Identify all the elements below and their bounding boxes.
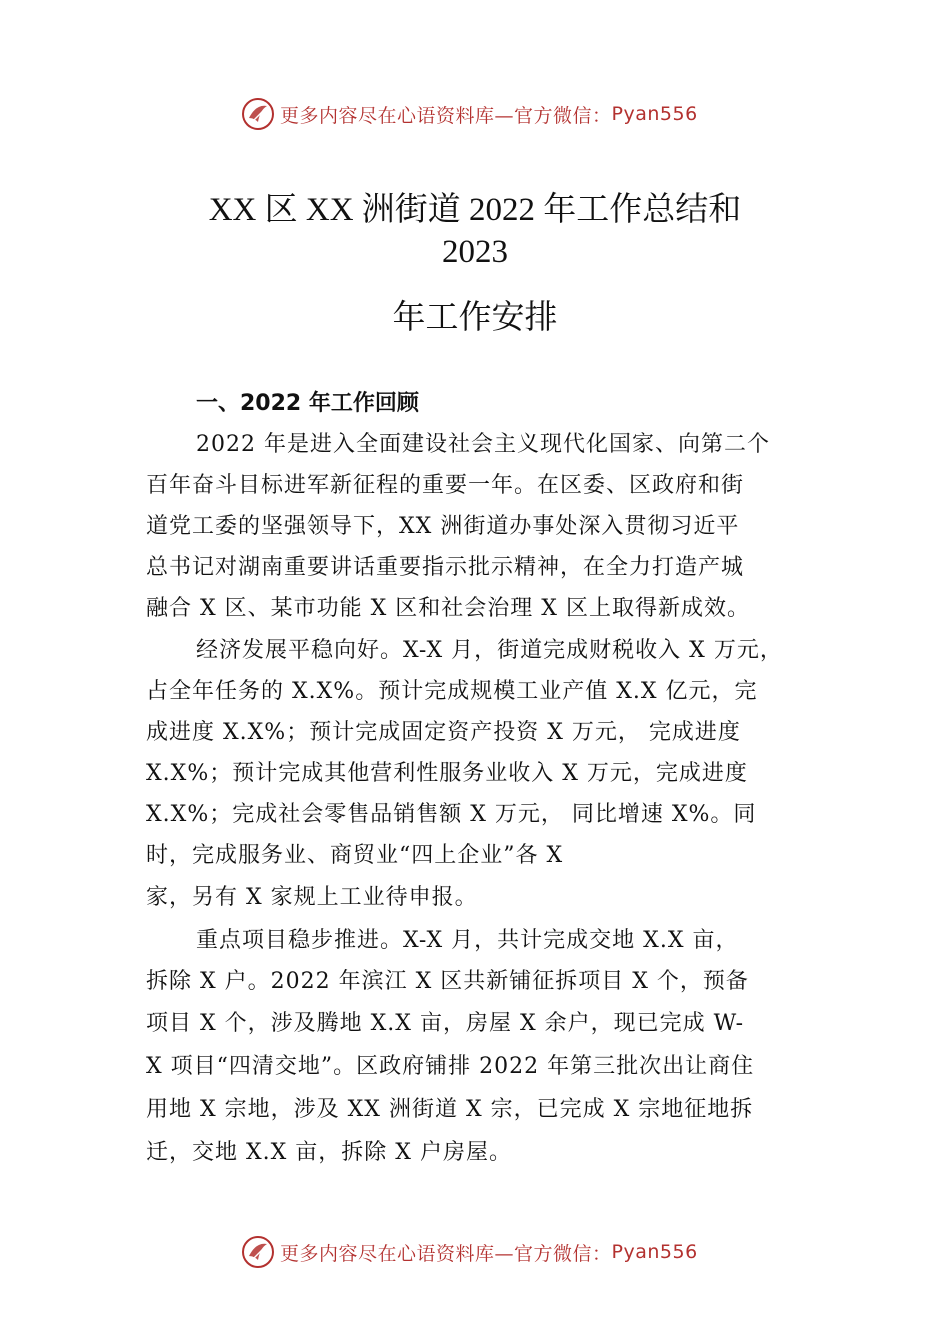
- body-line: 家，另有 X 家规上工业待申报。: [146, 885, 478, 910]
- body-line: 融合 X 区、某市功能 X 区和社会治理 X 区上取得新成效。: [146, 596, 750, 621]
- body-line: X 项目“四清交地”。区政府铺排 2022 年第三批次出让商住: [146, 1054, 755, 1079]
- body-line: 经济发展平稳向好。X-X 月，街道完成财税收入 X 万元，: [196, 638, 783, 663]
- body-line: 迁，交地 X.X 亩，拆除 X 户房屋。: [146, 1140, 512, 1165]
- watermark-text: 更多内容尽在心语资料库—官方微信：: [280, 104, 612, 127]
- body-line: 2022 年是进入全面建设社会主义现代化国家、向第二个: [196, 432, 770, 457]
- watermark-wechat-id: Pyan556: [611, 1241, 698, 1263]
- body-line: X.X%；预计完成其他营利性服务业收入 X 万元，完成进度: [146, 761, 748, 786]
- watermark-logo-icon: [240, 96, 276, 132]
- document-title-line-2: 2023: [442, 234, 508, 270]
- section-heading: 一、2022 年工作回顾: [196, 391, 419, 416]
- body-line: 时，完成服务业、商贸业“四上企业”各 X: [146, 843, 564, 868]
- body-line: 道党工委的坚强领导下，XX 洲街道办事处深入贯彻习近平: [146, 514, 740, 539]
- watermark-text: 更多内容尽在心语资料库—官方微信：: [280, 1242, 612, 1265]
- body-line: X.X%；完成社会零售品销售额 X 万元， 同比增速 X%。同: [146, 802, 757, 827]
- document-title-line-3: 年工作安排: [392, 300, 558, 336]
- body-line: 总书记对湖南重要讲话重要指示批示精神，在全力打造产城: [146, 555, 745, 580]
- body-line: 重点项目稳步推进。X-X 月，共计完成交地 X.X 亩，: [196, 928, 739, 953]
- watermark-logo-icon: [240, 1234, 276, 1270]
- body-line: 成进度 X.X%；预计完成固定资产投资 X 万元， 完成进度: [146, 720, 741, 745]
- body-line: 项目 X 个，涉及腾地 X.X 亩，房屋 X 余户，现已完成 W-: [146, 1011, 745, 1036]
- watermark-wechat-id: Pyan556: [611, 103, 698, 125]
- watermark-footer: [240, 1234, 760, 1270]
- document-title-line-1: XX 区 XX 洲街道 2022 年工作总结和: [208, 192, 742, 228]
- watermark-header: [240, 96, 760, 132]
- body-line: 百年奋斗目标进军新征程的重要一年。在区委、区政府和街: [146, 473, 745, 498]
- body-line: 拆除 X 户。2022 年滨江 X 区共新铺征拆项目 X 个，预备: [146, 969, 749, 994]
- body-line: 占全年任务的 X.X%。预计完成规模工业产值 X.X 亿元，完: [146, 679, 758, 704]
- body-line: 用地 X 宗地，涉及 XX 洲街道 X 宗，已完成 X 宗地征地拆: [146, 1097, 754, 1122]
